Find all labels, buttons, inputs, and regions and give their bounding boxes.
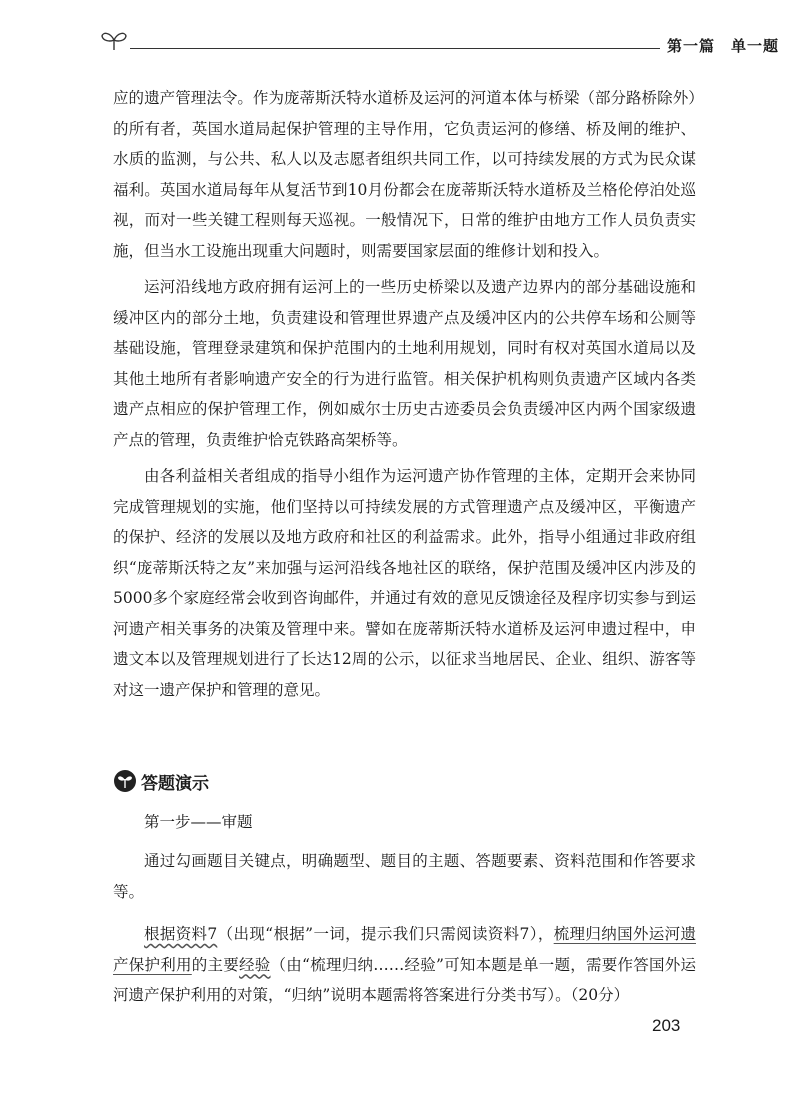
demo-heading [113,766,209,796]
sprout-icon [100,28,128,52]
step-title: 第一步——审题 [144,813,253,831]
keyword-source: 根据资料7 [144,925,218,943]
paragraph: 应的遗产管理法令。作为庞蒂斯沃特水道桥及运河的河道本体与桥梁（部分路桥除外）的所有者，英国水道局起保护管理的主导作用，它负责运河的修缮、桥及闸的维护、水质的监测，与公共、私人以及志愿者组织共同工作，以可持续发展的方式为民众谋福利。英国水道局每年从复活节到10月份都会在庞蒂斯沃特水道桥及兰格伦停泊处巡视，而对一些关键工程则每天巡视。一般情况下，日常的维护由地方工作人员负责实施，但当水工设施出现重大问题时，则需要国家层面的维修计划和投入。 [113,89,696,260]
leaf-badge-icon [113,769,137,793]
running-header [100,24,790,64]
keyword-topic: 梳理归纳国外运河遗产保护利用 [113,925,696,974]
demo-title: 答题演示 [141,773,209,794]
annotation-note: （出现“根据”一词，提示我们只需阅读资料7）， [217,925,554,943]
page-number: 203 [652,1016,681,1035]
question-annotation [113,919,696,1011]
annotation-text: 的主要 [191,955,240,974]
paragraph: 由各利益相关者组成的指导小组作为运河遗产协作管理的主体，定期开会来协同完成管理规划的实施，他们坚持以可持续发展的方式管理遗产点及缓冲区，平衡遗产的保护、经济的发展以及地方政府和社区的利益需求。此外，指导小组通过非政府组织“庞蒂斯沃特之友”来加强与运河沿线各地社区的联络，保护范围及缓冲区内涉及的5000多个家庭经常会收到咨询邮件，并通过有效的意见反馈途径及程序切实参与到运河遗产相关事务的决策及管理中来。譬如在庞蒂斯沃特水道桥及运河申遗过程中，申遗文本以及管理规划进行了长达12周的公示，以征求当地居民、企业、组织、游客等对这一遗产保护和管理的意见。 [113,467,696,699]
step-text: 通过勾画题目关键点，明确题型、题目的主题、答题要素、资料范围和作答要求等。 [113,852,696,901]
header-rule [130,48,660,49]
annotation-note: （由“梳理归纳……经验”可知本题是单一题，需要作答国外运河遗产保护利用的对策，“归纳”说明本题需将答案进行分类书写）。（20分） [113,955,696,1004]
paragraph: 运河沿线地方政府拥有运河上的一些历史桥梁以及遗产边界内的部分基础设施和缓冲区内的部分土地，负责建设和管理世界遗产点及缓冲区内的公共停车场和公厕等基础设施，管理登录建筑和保护范围内的土地利用规划，同时有权对英国水道局以及其他土地所有者影响遗产安全的行为进行监管。相关保护机构则负责遗产区域内各类遗产点相应的保护管理工作，例如威尔士历史古迹委员会负责缓冲区内两个国家级遗产点的管理，负责维护恰克铁路高架桥等。 [113,278,696,449]
section-label: 第一篇 单一题 [667,37,780,55]
body-text [113,83,696,705]
keyword-experience: 经验 [239,955,271,974]
answer-steps [113,808,696,1011]
